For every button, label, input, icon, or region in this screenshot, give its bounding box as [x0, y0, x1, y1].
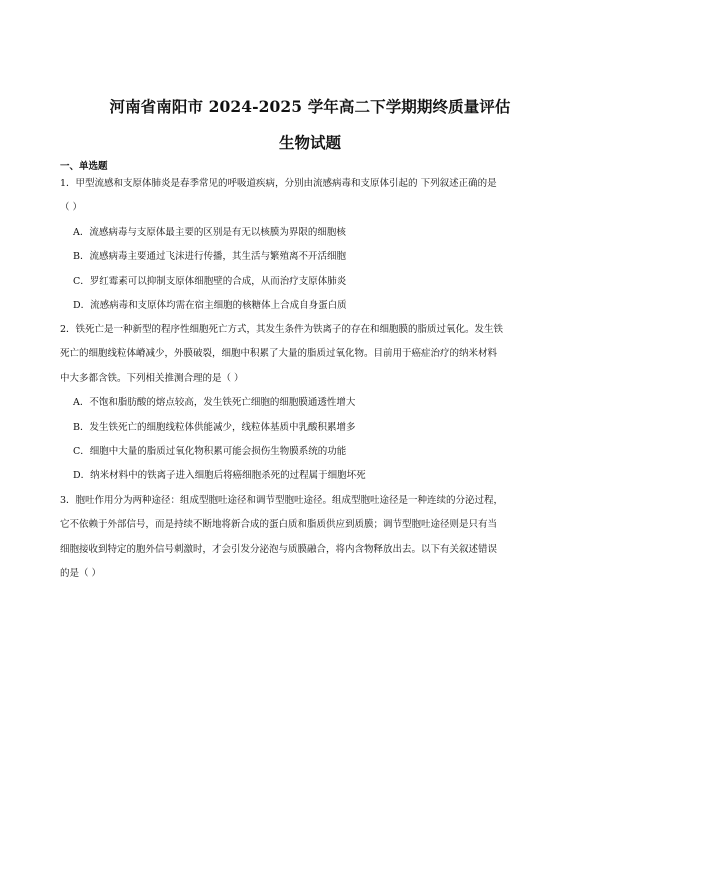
- question-3-stem-line-1: 3．胞吐作用分为两种途径：组成型胞吐途径和调节型胞吐途径。组成型胞吐途径是一种连续的分泌过程，: [60, 495, 504, 506]
- question-2-option-b: B．发生铁死亡的细胞线粒体供能减少，线粒体基质中乳酸积累增多: [73, 422, 356, 433]
- question-1-stem-line-1: 1．甲型流感和支原体肺炎是春季常见的呼吸道疾病，分别由流感病毒和支原体引起的 下列叙述正确的是: [60, 178, 497, 189]
- question-2-stem-line-2: 死亡的细胞线粒体嵴减少，外膜破裂，细胞中积累了大量的脂质过氧化物。目前用于癌症治疗的纳米材料: [60, 348, 498, 359]
- question-2-stem-line-1: 2．铁死亡是一种新型的程序性细胞死亡方式，其发生条件为铁离子的存在和细胞膜的脂质过氧化。发生铁: [60, 324, 504, 335]
- question-3-stem-line-3: 细胞接收到特定的胞外信号刺激时，才会引发分泌泡与质膜融合，将内含物释放出去。以下有关叙述错误: [60, 544, 498, 555]
- question-1-option-a: A．流感病毒与支原体最主要的区别是有无以核膜为界限的细胞核: [73, 227, 346, 238]
- question-3-stem-line-4: 的是（ ）: [60, 568, 102, 579]
- exam-title: 河南省南阳市 2024-2025 学年高二下学期期终质量评估: [109, 97, 511, 116]
- question-1-stem-line-2: （ ）: [60, 202, 83, 213]
- question-1-option-d: D．流感病毒和支原体均需在宿主细胞的核糖体上合成自身蛋白质: [73, 300, 347, 311]
- question-2-option-d: D．纳米材料中的铁离子进入细胞后将癌细胞杀死的过程属于细胞坏死: [73, 470, 366, 481]
- question-3-stem-line-2: 它不依赖于外部信号，而是持续不断地将新合成的蛋白质和脂质供应到质膜；调节型胞吐途径则是只有当: [60, 519, 498, 530]
- question-1-option-b: B．流感病毒主要通过飞沫进行传播，其生活与繁殖离不开活细胞: [73, 251, 346, 262]
- question-1-option-c: C．罗红霉素可以抑制支原体细胞壁的合成，从而治疗支原体肺炎: [73, 276, 347, 287]
- question-2-option-a: A．不饱和脂肪酸的熔点较高，发生铁死亡细胞的细胞膜通透性增大: [73, 397, 356, 408]
- question-2-stem-line-3: 中大多都含铁。下列相关推测合理的是（ ）: [60, 373, 244, 384]
- question-2-option-c: C．细胞中大量的脂质过氧化物积累可能会损伤生物膜系统的功能: [73, 446, 347, 457]
- section-heading: 一、单选题: [60, 161, 108, 172]
- exam-subject-title: 生物试题: [278, 133, 341, 152]
